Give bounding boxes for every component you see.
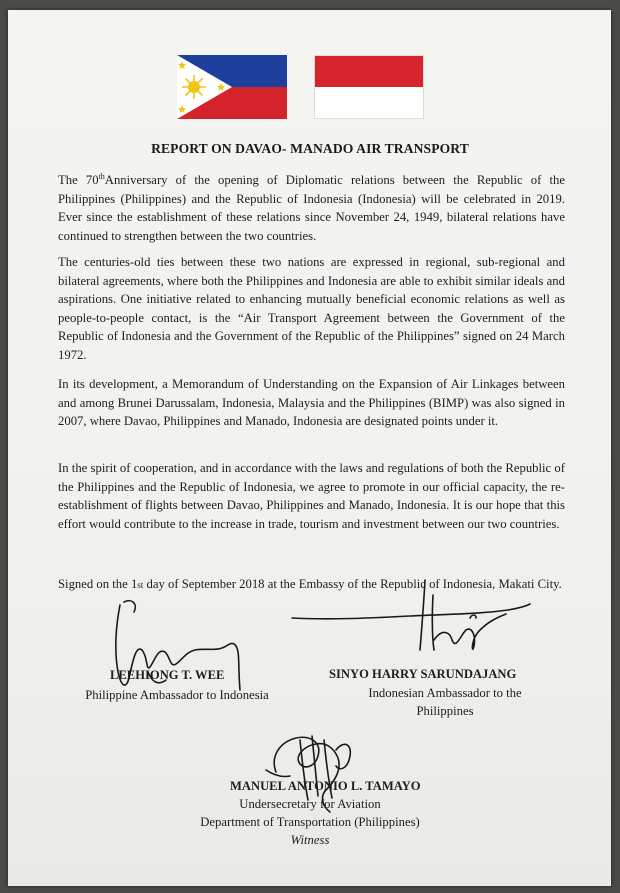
right-signatory-role-line2: Philippines bbox=[416, 704, 474, 718]
paragraph-bimp: In its development, a Memorandum of Understanding on the Expansion of Air Linkages between and among Brunei Darussalam, Indonesia, Malaysia and the Philippines (BIMP) was also signed in 2007, where Davao, Philippines and Manado, Indonesia are designated points under it. bbox=[58, 377, 565, 429]
paragraph-signed: Signed on the 1st day of September 2018 at the Embassy of the Republic of Indonesia, Makati City. bbox=[58, 577, 562, 591]
philippine-flag-icon bbox=[177, 55, 287, 119]
paragraph-cooperation: In the spirit of cooperation, and in accordance with the laws and regulations of both the Republic of the Philippines and the Republic of Indonesia, we agree to promote in our official capacity, the re-establishment of flights between Davao, Philippines and Manado, Indonesia. It is our hope that this effort would contribute to the increase in trade, tourism and investment between our two countries. bbox=[58, 461, 565, 531]
right-signatory-name: SINYO HARRY SARUNDAJANG bbox=[329, 667, 517, 681]
indonesian-flag-icon bbox=[314, 55, 424, 119]
witness-name: MANUEL ANTONIO L. TAMAYO bbox=[230, 779, 421, 793]
document-title: REPORT ON DAVAO- MANADO AIR TRANSPORT bbox=[151, 141, 469, 156]
witness-role-line1: Undersecretary for Aviation bbox=[239, 797, 381, 811]
paragraph-ties: The centuries-old ties between these two nations are expressed in regional, sub-regional and bilateral agreements, where both the Philippines and Indonesia are able to exhibit similar ideals and aspirations. One initiative related to enhancing mutually beneficial economic relations as well as people-to-people contact, is the “Air Transport Agreement between the Government of the Republic of Indonesia and the Government of the Republic of the Philippines” signed on 24 March 1972. bbox=[58, 255, 565, 362]
right-signatory-role-line1: Indonesian Ambassador to the bbox=[368, 686, 522, 700]
paragraph-anniversary: The 70thAnniversary of the opening of Diplomatic relations between the Republic of the Philippines (Philippines) and the Republic of Indonesia (Indonesia) will be celebrated in 2019. Ever since the establishment of these relations since November 24, 1949, bilateral relations have continued to strengthen between the two countries. bbox=[58, 171, 565, 243]
left-signatory-role: Philippine Ambassador to Indonesia bbox=[85, 688, 269, 702]
left-signatory-name: LEEHIONG T. WEE bbox=[110, 668, 225, 682]
witness-label: Witness bbox=[290, 833, 330, 847]
witness-role-line2: Department of Transportation (Philippines) bbox=[200, 815, 420, 829]
